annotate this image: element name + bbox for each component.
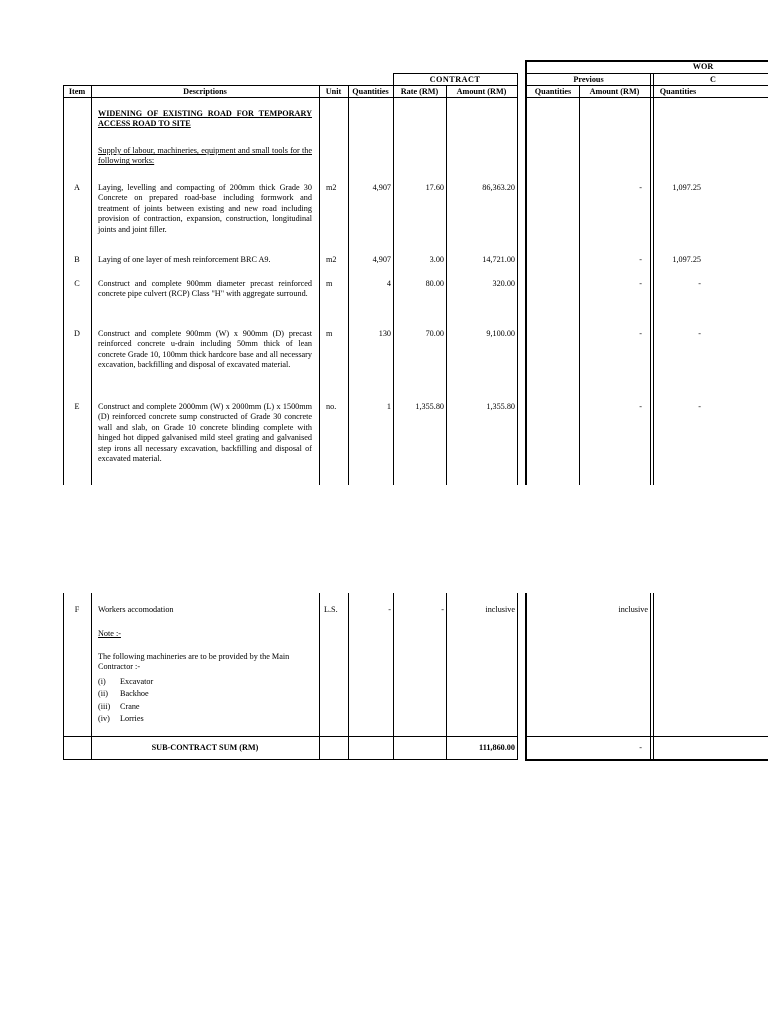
row-d-item: D — [74, 329, 80, 338]
subcontract-sum-amount: 111,860.00 — [479, 743, 515, 752]
row-b-unit: m2 — [326, 255, 337, 264]
header-row-bottom — [63, 97, 517, 98]
row-a-quantity: 4,907 — [372, 183, 391, 192]
row-b-description: Laying of one layer of mesh reinforcement BRC A9. — [98, 255, 271, 264]
col-header-prev-amount: Amount (RM) — [589, 87, 640, 96]
row-f-prev-amount: inclusive — [618, 605, 648, 614]
row-d-quantity: 130 — [378, 329, 391, 338]
lower-col-divider-prev-b — [653, 593, 654, 760]
row-d-amount: 9,100.00 — [486, 329, 515, 338]
col-header-amount: Amount (RM) — [456, 87, 507, 96]
col-header-prev-quantities: Quantities — [534, 87, 572, 96]
previous-group-label: Previous — [573, 75, 604, 84]
note-item: (iii) Crane — [98, 701, 140, 711]
row-f-amount: inclusive — [485, 605, 515, 614]
lower-workdone-left-border — [525, 593, 527, 760]
row-f-unit: L.S. — [324, 605, 338, 614]
contract-group-label: CONTRACT — [429, 75, 481, 84]
workdone-top-border — [525, 60, 768, 62]
row-e-item: E — [74, 402, 80, 411]
row-c-prev-amount: - — [639, 279, 642, 288]
header-row-top — [63, 85, 517, 86]
col-header-rate: Rate (RM) — [400, 87, 439, 96]
row-c-amount: 320.00 — [492, 279, 515, 288]
workdone-bottom-border — [525, 759, 768, 761]
current-group-label: C — [710, 75, 716, 84]
lower-left-border — [63, 593, 64, 760]
row-d-prev-amount: - — [639, 329, 642, 338]
col-divider-amount — [517, 73, 518, 485]
row-f-rate: - — [441, 605, 444, 614]
row-e-description: Construct and complete 2000mm (W) x 2000mm (L) x 1500mm (D) reinforced concrete sump constructed of Grade 30 concrete wall and slab, on Grade 10 concrete blinding complete with hinged hot dipped galvanised mild steel grating and galvanised step irons all necessary excavation, backfilling and disposal of excavated material. — [98, 402, 312, 464]
lower-col-divider-prev-a — [650, 593, 651, 760]
row-a-item: A — [74, 183, 80, 192]
note-item: (iv) Lorries — [98, 713, 144, 723]
col-header-quantities: Quantities — [352, 87, 389, 96]
workdone-header-row-top — [527, 85, 768, 86]
note-label: Note :- — [98, 629, 121, 638]
row-c-quantity: 4 — [386, 279, 391, 288]
row-a-rate: 17.60 — [425, 183, 444, 192]
row-d-description: Construct and complete 900mm (W) x 900mm (D) precast reinforced concrete u-drain including 50mm thick of lean concrete Grade 10, 100mm thick hardcore base and all necessary excavation, backfilling and disposal of excavated material. — [98, 329, 312, 370]
col-header-unit: Unit — [325, 87, 342, 96]
note-text: The following machineries are to be provided by the Main Contractor :- — [98, 652, 290, 672]
row-c-description: Construct and complete 900mm diameter precast reinforced concrete pipe culvert (RCP) Class "H" with aggregate surround. — [98, 279, 312, 299]
section-intro: Supply of labour, machineries, equipment and small tools for the following works: — [98, 146, 312, 166]
lower-col-divider-amount — [517, 593, 518, 760]
workdone-header-row-bottom — [527, 97, 768, 98]
total-row-top-workdone — [527, 736, 768, 737]
row-e-amount: 1,355.80 — [486, 402, 515, 411]
row-b-rate: 3.00 — [429, 255, 444, 264]
col-header-descriptions: Descriptions — [183, 87, 227, 96]
row-a-unit: m2 — [326, 183, 337, 192]
row-b-cur-quantity: 1,097.25 — [672, 255, 701, 264]
row-c-cur-quantity: - — [698, 279, 701, 288]
row-f-quantity: - — [388, 605, 391, 614]
row-e-prev-amount: - — [639, 402, 642, 411]
row-b-item: B — [74, 255, 80, 264]
row-c-unit: m — [326, 279, 333, 288]
row-b-amount: 14,721.00 — [482, 255, 515, 264]
row-e-quantity: 1 — [386, 402, 391, 411]
total-row-top — [63, 736, 517, 737]
workdone-subgroup-top — [527, 73, 768, 74]
row-a-description: Laying, levelling and compacting of 200mm thick Grade 30 Concrete on prepared road-base including formwork and treatment of joints between existing and new road including provision of contraction, expansion, construction, longitudinal joints and joint filler. — [98, 183, 312, 234]
row-c-rate: 80.00 — [425, 279, 444, 288]
row-f-item: F — [74, 605, 80, 614]
lower-col-divider-unit — [348, 593, 349, 760]
row-a-prev-amount: - — [639, 183, 642, 192]
work-done-title: WOR — [692, 62, 714, 71]
workdone-left-border — [525, 61, 527, 485]
col-divider-item — [91, 85, 92, 485]
row-e-unit: no. — [326, 402, 337, 411]
note-machinery-list — [98, 676, 153, 725]
row-c-item: C — [74, 279, 80, 288]
section-title: WIDENING OF EXISTING ROAD FOR TEMPORARY ACCESS ROAD TO SITE — [98, 109, 312, 129]
row-a-amount: 86,363.20 — [482, 183, 515, 192]
subcontract-sum-prev-amount: - — [639, 743, 642, 752]
row-b-quantity: 4,907 — [372, 255, 391, 264]
col-divider-prev-amount-a — [650, 73, 651, 485]
col-header-cur-quantities: Quantities — [659, 87, 697, 96]
row-e-rate: 1,355.80 — [415, 402, 444, 411]
row-d-cur-quantity: - — [698, 329, 701, 338]
row-d-rate: 70.00 — [425, 329, 444, 338]
row-d-unit: m — [326, 329, 333, 338]
contract-group-top — [393, 73, 517, 74]
row-f-description: Workers accomodation — [98, 605, 174, 614]
row-b-prev-amount: - — [639, 255, 642, 264]
lower-col-divider-item — [91, 593, 92, 760]
table-bottom — [63, 759, 517, 760]
lower-col-divider-desc — [319, 593, 320, 760]
subcontract-sum-label: SUB-CONTRACT SUM (RM) — [151, 743, 259, 752]
note-item: (ii) Backhoe — [98, 689, 149, 699]
col-divider-desc — [319, 85, 320, 485]
lower-col-divider-qty — [393, 593, 394, 760]
row-a-cur-quantity: 1,097.25 — [672, 183, 701, 192]
row-e-cur-quantity: - — [698, 402, 701, 411]
note-item: (i) Excavator — [98, 677, 154, 686]
lower-col-divider-rate — [446, 593, 447, 760]
col-header-item: Item — [68, 87, 86, 96]
